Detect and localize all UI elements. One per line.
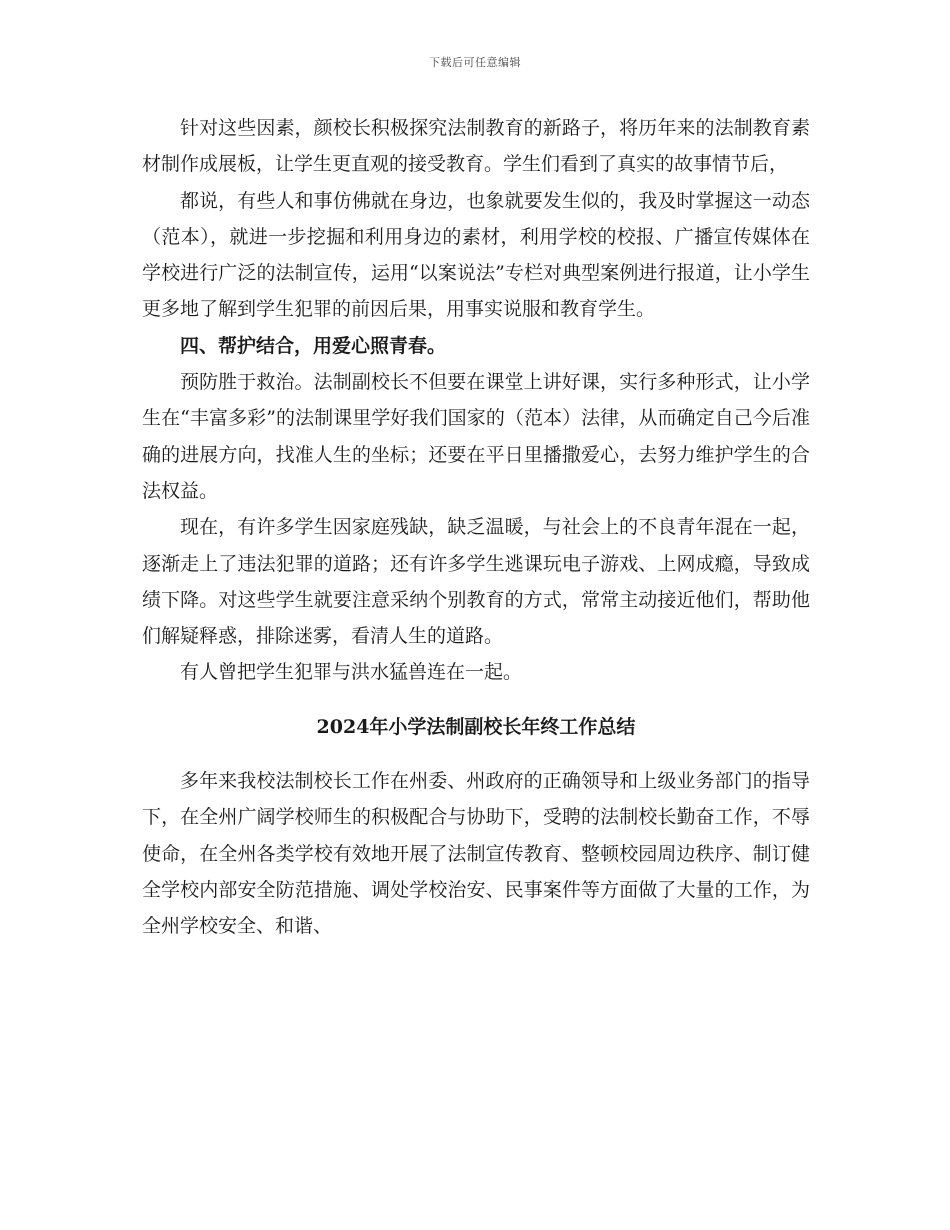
page-header: 下载后可任意编辑: [429, 56, 521, 69]
document-title: 2024年小学法制副校长年终工作总结: [316, 715, 636, 738]
paragraph: 多年来我校法制校长工作在州委、州政府的正确领导和上级业务部门的指导下，在全州广阔学校师生的积极配合与协助下，受聘的法制校长勤奋工作，不辱使命，在全州各类学校有效地开展了法制宣传教育、整顿校园周边秩序、制订健全学校内部安全防范措施、调处学校治安、民事案件等方面做了大量的工作，为全州学校安全、和谐、: [142, 770, 810, 938]
spacer: [142, 745, 810, 763]
paragraph: 有人曾把学生犯罪与洪水猛兽连在一起。: [180, 661, 523, 684]
document-body: [142, 110, 810, 945]
section-heading: 四、帮护结合，用爱心照青春。: [180, 334, 447, 357]
paragraph: 预防胜于救治。法制副校长不但要在课堂上讲好课，实行多种形式，让小学生在“丰富多彩”的法制课里学好我们国家的（范本）法律，从而确定自己今后准确的进展方向，找准人生的坐标；还要在平日里播撒爱心，去努力维护学生的合法权益。: [142, 371, 810, 502]
paragraph: 都说，有些人和事仿佛就在身边，也象就要发生似的，我及时掌握这一动态（范本），就进一步挖掘和利用身边的素材，利用学校的校报、广播宣传媒体在学校进行广泛的法制宣传，运用“以案说法”专栏对典型案例进行报道，让小学生更多地了解到学生犯罪的前因后果，用事实说服和教育学生。: [142, 189, 810, 321]
paragraph: 针对这些因素，颜校长积极探究法制教育的新路子，将历年来的法制教育素材制作成展板，让学生更直观的接受教育。学生们看到了真实的故事情节后，: [142, 117, 810, 176]
paragraph: 现在，有许多学生因家庭残缺，缺乏温暖，与社会上的不良青年混在一起，逐渐走上了违法犯罪的道路；还有许多学生逃课玩电子游戏、上网成瘾，导致成绩下降。对这些学生就要注意采纳个别教育的方式，常常主动接近他们，帮助他们解疑释惑，排除迷雾，看清人生的道路。: [142, 516, 810, 648]
spacer: [142, 691, 810, 709]
